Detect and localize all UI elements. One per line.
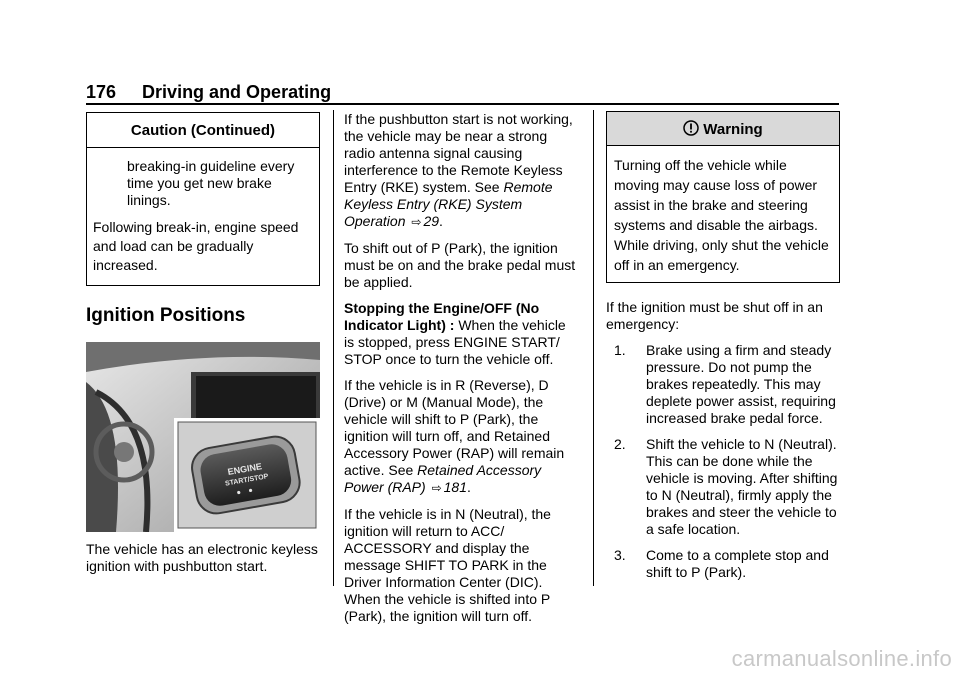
ignition-positions-title: Ignition Positions xyxy=(86,305,246,326)
neutral-paragraph: If the vehicle is in N (Neutral), the ignition will return to ACC/ ACCESSORY and display the message SHIFT TO PARK in the Driver Information Center (DIC). When the vehicle is shifted into P (Park), the ignition will turn off. xyxy=(344,506,551,624)
column-divider-1 xyxy=(333,110,334,586)
list-item: 1. Brake using a firm and steady pressure. Do not pump the brakes repeatedly. This may deplete power assist, requiring increased brake pedal force. xyxy=(614,342,836,426)
warning-header xyxy=(607,112,839,146)
pushbutton-not-working-paragraph: If the pushbutton start is not working, the vehicle may be near a strong radio antenna signal causing interference to the Remote Keyless Entry (RKE) system. See Remote Keyless Entry (RKE) System Operation ⇨ 29. xyxy=(344,111,573,229)
reverse-drive-paragraph: If the vehicle is in R (Reverse), D (Drive) or M (Manual Mode), the vehicle will shift to P (Park), the ignition will turn off, and Retained Accessory Power (RAP) will remain active. See Retained Accessory Power (RAP) ⇨ 181. xyxy=(344,377,565,495)
warning-box xyxy=(606,111,840,283)
button-label-engine: ENGINE xyxy=(226,461,263,478)
stopping-engine-paragraph: Stopping the Engine/OFF (No Indicator Light) : When the vehicle is stopped, press ENGINE START/ STOP once to turn the vehicle off. xyxy=(344,300,566,367)
warning-title: Warning xyxy=(703,121,763,138)
emergency-steps xyxy=(606,342,840,581)
rke-page-ref[interactable]: 29 xyxy=(423,213,440,229)
column-2 xyxy=(344,111,576,634)
list-item: 3. Come to a complete stop and shift to P (Park). xyxy=(614,547,829,580)
page-number: 176 xyxy=(86,82,117,102)
rke-reference[interactable]: Remote Keyless Entry (RKE) System Operation xyxy=(344,179,553,229)
caution-box xyxy=(86,112,320,286)
caution-text: Following break-in, engine speed and load can be gradually increased. xyxy=(93,219,299,273)
caution-title: Caution (Continued) xyxy=(87,113,319,148)
button-label-start-stop: START/STOP xyxy=(224,473,269,488)
warning-text: Turning off the vehicle while moving may cause loss of power assist in the brake and steering systems and disable the airbags. While driving, only shut the vehicle off in an emergency. xyxy=(614,157,829,273)
rap-page-ref[interactable]: 181 xyxy=(443,479,467,495)
shift-out-of-park-paragraph: To shift out of P (Park), the ignition must be on and the brake pedal must be applied. xyxy=(344,240,576,290)
column-1 xyxy=(86,112,320,584)
emergency-intro: If the ignition must be shut off in an emergency: xyxy=(606,299,823,332)
column-divider-2 xyxy=(593,110,594,586)
page-ref-arrow-icon: ⇨ xyxy=(411,215,422,229)
ignition-button-photo xyxy=(86,342,320,532)
column-3 xyxy=(606,111,840,590)
watermark: carmanualsonline.info xyxy=(731,646,952,671)
page-header xyxy=(86,82,331,103)
rap-reference[interactable]: Retained Accessory Power (RAP) xyxy=(344,462,542,495)
ignition-intro: The vehicle has an electronic keyless ignition with pushbutton start. xyxy=(86,541,318,574)
header-rule xyxy=(86,103,839,105)
list-item: 2. Shift the vehicle to N (Neutral). This can be done while the vehicle is moving. After shifting to N (Neutral), firmly apply the brakes and steer the vehicle to a safe location. xyxy=(614,436,838,537)
section-title-header: Driving and Operating xyxy=(142,82,332,102)
page-ref-arrow-icon: ⇨ xyxy=(431,481,442,495)
warning-icon xyxy=(683,120,699,136)
caution-continued-text: breaking-in guideline every time you get new brake linings. xyxy=(127,158,295,208)
